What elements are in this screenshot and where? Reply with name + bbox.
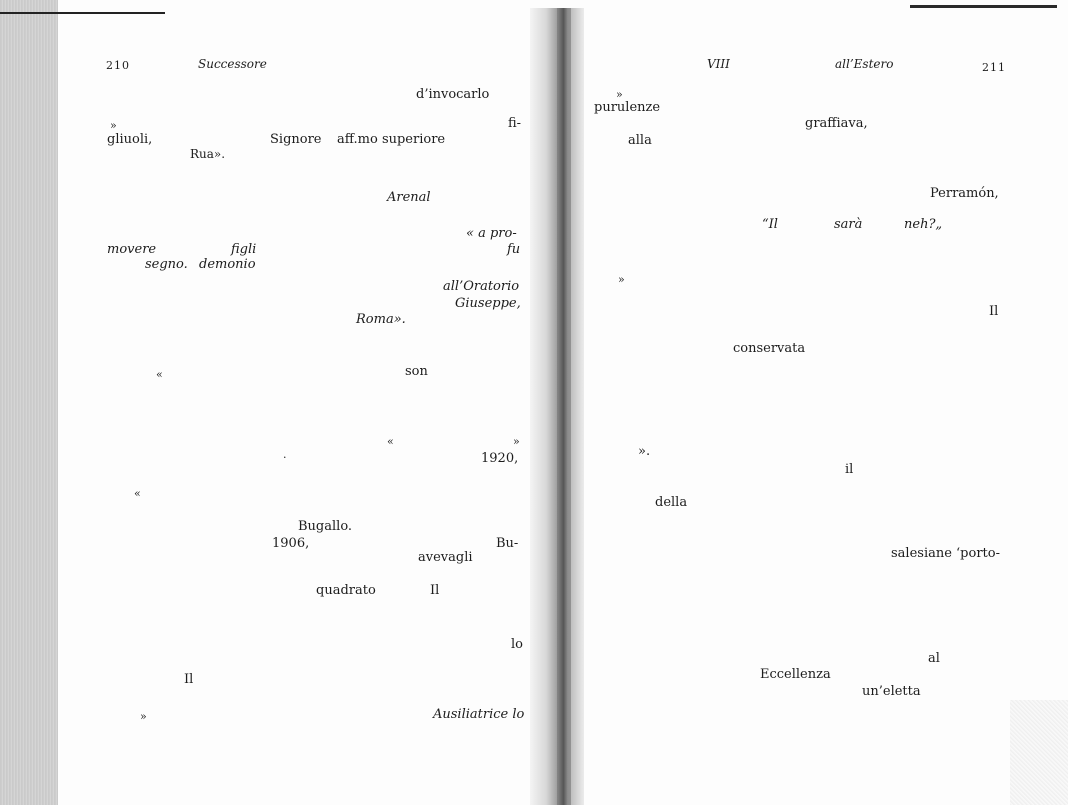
word: » (513, 435, 520, 448)
word: Rua». (190, 147, 226, 161)
scan-top-rule-left (0, 12, 165, 14)
running-head-right: all’Estero (835, 57, 894, 71)
word: segno. (145, 257, 188, 272)
word: al (928, 651, 940, 666)
word: . (283, 448, 287, 461)
word: Perramón, (930, 186, 999, 201)
word: Signore (270, 132, 322, 147)
word: “Il (762, 217, 778, 232)
word: « (156, 368, 163, 381)
word: fi- (508, 116, 522, 131)
word: Il (430, 583, 440, 598)
word: sarà (834, 217, 863, 232)
word: movere (107, 242, 157, 257)
word: Arenal (387, 190, 431, 205)
word: Bugallo. (298, 519, 353, 534)
word: Giuseppe, (455, 296, 521, 311)
word: purulenze (594, 100, 661, 115)
book-gutter-shadow (557, 8, 571, 805)
word: gliuoli, (107, 132, 153, 147)
word: Ausiliatrice lo (433, 707, 525, 722)
word: « (387, 435, 394, 448)
word: ». (638, 444, 651, 459)
scan-top-rule-right (910, 5, 1057, 8)
word: « (134, 487, 141, 500)
page-number-left: 210 (106, 59, 130, 72)
word: all’Oratorio (443, 279, 520, 294)
word: d’invocarlo (416, 87, 490, 102)
running-head-left: Successore (198, 57, 267, 71)
scan-left-edge (0, 0, 58, 805)
word: 1920, (481, 451, 519, 466)
word: Eccellenza (760, 667, 831, 682)
word: Il (184, 672, 194, 687)
word: aff.mo superiore (337, 132, 446, 147)
running-head-chapter: VIII (707, 57, 730, 71)
word: graffiava, (805, 116, 868, 131)
word: salesiane ‘porto- (891, 546, 1000, 561)
word: neh?„ (904, 217, 943, 232)
word: » (140, 710, 147, 723)
word: lo (511, 637, 523, 652)
word: alla (628, 133, 652, 148)
word: figli (231, 242, 257, 257)
word: avevagli (418, 550, 473, 565)
word: » (618, 273, 625, 286)
word: quadrato (316, 583, 376, 598)
page-number-right: 211 (982, 61, 1006, 74)
word: fu (507, 242, 521, 257)
word: conservata (733, 341, 806, 356)
scan-right-edge (1010, 700, 1068, 805)
word: demonio (199, 257, 256, 272)
word: Roma». (356, 312, 406, 327)
word: » (110, 119, 117, 132)
word: 1906, (272, 536, 310, 551)
word: della (655, 495, 688, 510)
word: « a pro- (466, 226, 517, 241)
word: Il (989, 304, 999, 319)
word: » (616, 88, 623, 101)
word: Bu- (496, 536, 519, 551)
word: son (405, 364, 428, 379)
word: il (845, 462, 854, 477)
word: un’eletta (862, 684, 921, 699)
